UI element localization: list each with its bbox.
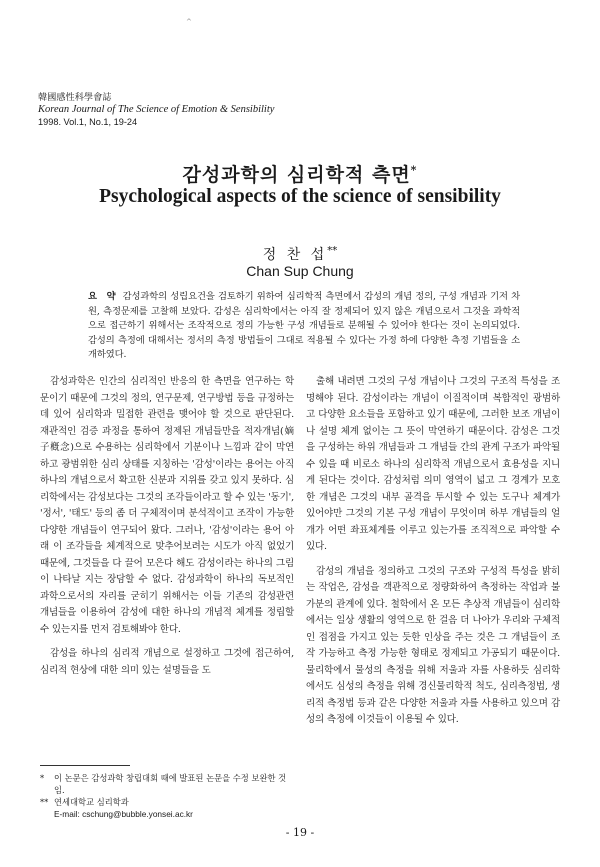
footnote (40, 797, 290, 820)
journal-name-english: Korean Journal of The Science of Emotion & Sensibility (38, 104, 275, 115)
author-footnote-mark: ** (327, 245, 338, 257)
journal-header (38, 92, 438, 128)
author-english: Chan Sup Chung (246, 263, 354, 279)
footnote-divider (40, 765, 130, 766)
footnote-mark: * (40, 773, 45, 783)
abstract (88, 290, 520, 363)
footnote-email: E-mail: cschung@bubble.yonsei.ac.kr (54, 808, 193, 819)
journal-volume: 1998. Vol.1, No.1, 19-24 (38, 117, 138, 127)
abstract-text: 감성과학의 성립요건을 검토하기 위하여 심리학적 측면에서 감성의 개념 정의, 구성 개념과 기저 차원, 측정문제를 고찰해 보았다. 감성은 심리학에서는 아직 잘 정제되어 있지 않은 개념으로서 그것을 과학적으로 접근하기 위해서는 조작적으로 정의 가능한 구성 개념들로 분해될 수 있어야 한다는 것이 논의되었다. 감성의 측정에 대해서는 정서의 측정 방법들이 그대로 적용될 수 있다는 가정 하에 다양한 측정 기법들을 소개하였다. (88, 291, 520, 360)
body-paragraph: 출해 내려면 그것의 구성 개념이나 그것의 구조적 특성을 조명해야 된다. 감성이라는 개념이 이질적이며 복합적인 광범하고 다양한 요소들을 포함하고 있기 때문에, 그러한 보조 개념이나 설명 체계 없이는 그 뜻이 막연하기 때문이다. 감성은 그것을 구성하는 하위 개념들과 그 개념들 간의 관계 구조가 파악될 수 있을 때 비로소 하나의 심리학적 개념으로서 효용성을 지니게 된다는 것이다. 감성처럼 의미 영역이 넓고 그 경계가 모호한 개념은 그것의 내부 골격을 투시할 수 있는 도구나 체계가 있어야만 그것의 기본 구성 개념이 무엇이며 하부 개념들의 얼개가 어떤 좌표체계를 이루고 있는가를 조직적으로 파악할 수 있다. (306, 376, 560, 552)
title-korean (0, 160, 600, 187)
journal-name-hanja: 韓國感性科學會誌 (38, 92, 112, 103)
title-korean-text: 감성과학의 심리학적 측면 (182, 164, 411, 186)
author-korean-text: 정 찬 섭 (262, 247, 328, 263)
footnote-text: 이 논문은 감성과학 창립대회 때에 발표된 논문을 수정 보완한 것임. (54, 773, 287, 795)
body-column-right (306, 374, 560, 729)
footnote (40, 773, 290, 796)
footnote-mark: ** (40, 797, 49, 807)
title-footnote-mark: * (410, 163, 418, 177)
body-column-left (40, 374, 294, 679)
page-number: - 19 - (285, 826, 315, 839)
scan-mark: ^ (186, 18, 192, 26)
title-english: Psychological aspects of the science of sensibility (99, 186, 501, 207)
author-korean (0, 244, 600, 264)
body-paragraph: 감성의 개념을 정의하고 그것의 구조와 구성적 특성을 밝히는 작업은, 감성을 객관적으로 정량화하여 측정하는 작업과 불가분의 관계에 있다. 철학에서 온 모든 추상적 개념들이 심리학에서는 일상 생활의 영역으로 한 걸음 더 나아가 우리와 구체적인 접점을 가지고 있는 듯한 인상을 주는 것은 그 개념들이 조작 가능하고 측정 가능한 형태로 정제되고 가공되기 때문이다. 물리학에서 물성의 측정을 위해 저울과 자를 사용하듯 심리학에서도 심성의 측정을 위해 경신물리학적 척도, 심리측정법, 생리적 측정법 등과 같은 다양한 저울과 자를 사용하고 있으며 감성의 측정에 이것들이 이용될 수 있다. (306, 565, 560, 725)
body-paragraph: 감성을 하나의 심리적 개념으로 설정하고 그것에 접근하여, 심리적 현상에 대한 의미 있는 설명들을 도 (40, 648, 294, 676)
abstract-label: 요 약 (88, 291, 119, 302)
footnote-text: 연세대학교 심리학과 (54, 797, 129, 807)
body-paragraph: 감성과학은 인간의 심리적인 반응의 한 측면을 연구하는 학문이기 때문에 그것의 정의, 연구문제, 연구방법 등을 규정하는데 있어 심리학과 밀접한 관련을 맺어야 할 것으로 판단된다. 재관적인 검증 과정을 통하여 정제된 개념들만을 적자개념(嫡子槪念)으로 수용하는 심리학에서 기분이나 느낌과 같이 막연하고 광범위한 심리 상태를 지칭하는 '감성'이라는 용어는 아직 하나의 개념으로서 확고한 신분과 지위를 갖고 있지 못하다. 심리학에서는 감성보다는 그것의 조각들이라고 할 수 있는 '동기', '정서', '태도' 등의 좀 더 구체적이며 분석적이고 조작이 가능한 다양한 개념들이 연구되어 왔다. 그러나, '감성'이라는 용어 아래 이 조각들을 체계적으로 맞추어보려는 시도가 아직 없었기 때문에, 그것들을 다 끌어 모은다 해도 감성이라는 하나의 그림이 나타날 지는 장담할 수 없다. 감성과학이 하나의 독보적인 과학으로서의 자리를 굳히기 위해서는 이들 기존의 감성관련 개념들을 이용하여 감성에 대한 하나의 개념적 체계를 정립할 수 있는지를 먼저 검토해봐야 한다. (40, 376, 294, 635)
